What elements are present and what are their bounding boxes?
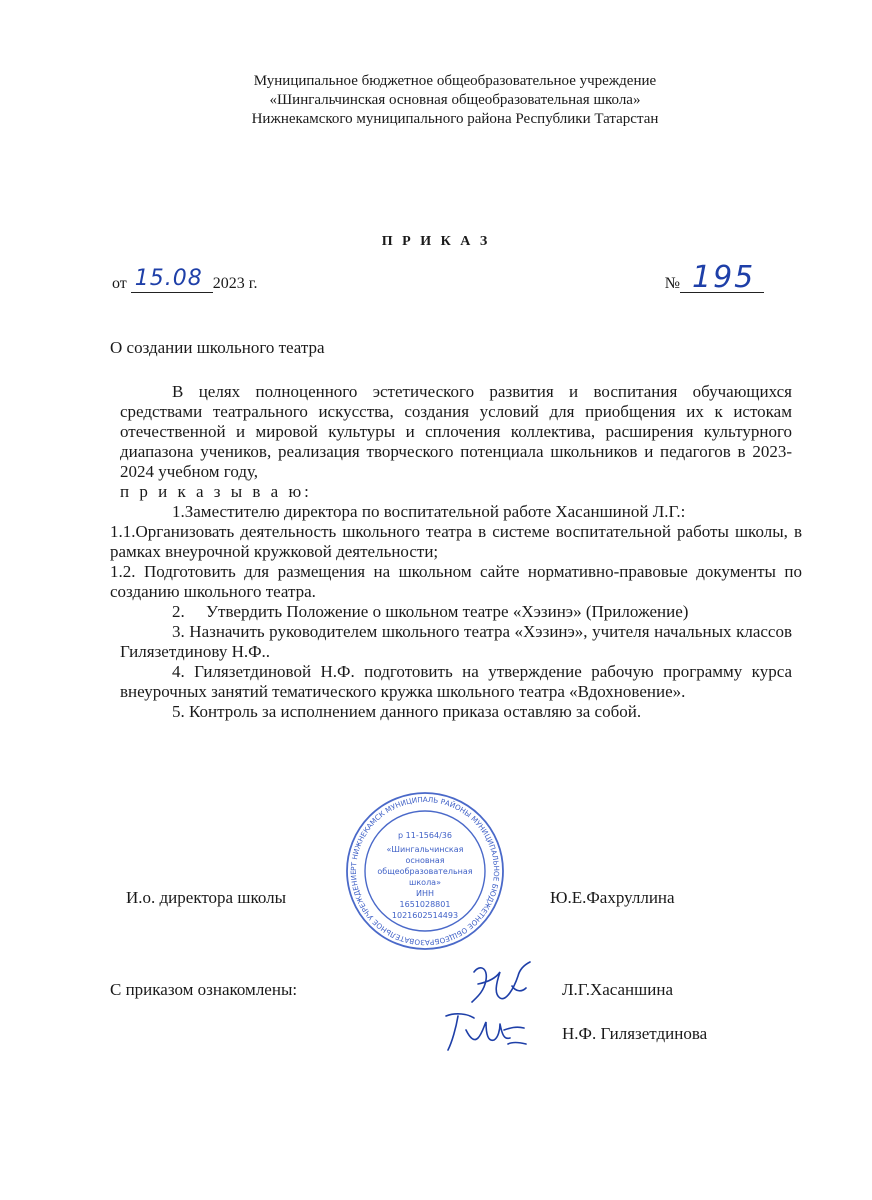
order-body (110, 382, 802, 722)
item-2: 2. Утвердить Положение о школьном театре «Хэзинэ» (Приложение) (172, 602, 689, 621)
header-line-2: «Шингальчинская основная общеобразовательная школа» (269, 92, 641, 108)
item-3: 3. Назначить руководителем школьного театра «Хэзинэ», учителя начальных классов Гилязетдинову Н.Ф.. (120, 622, 792, 661)
director-title: И.о. директора школы (126, 888, 287, 907)
svg-text:общеобразовательная: общеобразовательная (377, 867, 473, 876)
item-1-2: 1.2. Подготовить для размещения на школьном сайте нормативно-правовые документы по созданию школьного театра. (110, 562, 802, 601)
acquainted-label: С приказом ознакомлены: (110, 980, 298, 999)
svg-text:р 11-1564/36: р 11-1564/36 (398, 831, 452, 840)
decree-line: п р и к а з ы в а ю: (120, 482, 312, 501)
order-number (664, 260, 764, 295)
signature-gilyazetdinova (440, 1008, 530, 1056)
item-4: 4. Гилязетдиновой Н.Ф. подготовить на утверждение рабочую программу курса внеурочных занятий тематического кружка школьного театра «Вдохновение». (120, 662, 792, 701)
date-suffix: 2023 г. (212, 275, 258, 292)
svg-text:школа»: школа» (409, 878, 441, 887)
order-subject: О создании школьного театра (110, 338, 325, 357)
item-1-1: 1.1.Организовать деятельность школьного театра в системе воспитательной работы школы, в рамках внеурочной кружковой деятельности; (110, 522, 802, 561)
handwritten-number: 195 (692, 260, 756, 295)
order-date-number-row (112, 262, 772, 296)
number-prefix: № (664, 275, 680, 292)
signature-hasanshina (466, 958, 536, 1008)
order-date (112, 266, 258, 293)
svg-text:«Шингальчинская: «Шингальчинская (386, 845, 464, 854)
header-line-1: Муниципальное бюджетное общеобразовательное учреждение (253, 73, 657, 89)
number-field (680, 260, 764, 295)
person-1-name: Л.Г.Хасаншина (562, 980, 673, 999)
organization-header (110, 72, 800, 129)
item-5: 5. Контроль за исполнением данного приказа оставляю за собой. (172, 702, 642, 721)
header-line-3: Нижнекамского муниципального района Республики Татарстан (251, 111, 659, 127)
item-1: 1.Заместителю директора по воспитательной работе Хасаншиной Л.Г.: (172, 502, 686, 521)
svg-text:1651028801: 1651028801 (399, 900, 451, 909)
director-name: Ю.Е.Фахруллина (550, 888, 675, 907)
svg-text:1021602514493: 1021602514493 (391, 911, 459, 920)
school-seal-stamp (344, 790, 506, 952)
date-prefix: от (112, 275, 127, 292)
svg-text:ИНН: ИНН (415, 889, 435, 898)
person-2-name: Н.Ф. Гилязетдинова (562, 1024, 708, 1043)
svg-text:РТ НИЖНЕКАМСК МУНИЦИПАЛЬ РАЙОН: РТ НИЖНЕКАМСК МУНИЦИПАЛЬ РАЙОНЫ МУНИЦИПАЛЬНОЕ БЮДЖЕТНОЕ ОБЩЕОБРАЗОВАТЕЛЬНОЕ УЧРЕЖДЕНИЕ (348, 794, 502, 948)
handwritten-date: 15.08 (134, 266, 203, 291)
document-title: П Р И К А З (381, 234, 491, 249)
date-field (131, 266, 213, 293)
intro-paragraph: В целях полноценного эстетического развития и воспитания обучающихся средствами театрального искусства, создания условий для приобщения их к истокам отечественной и мировой культуры и сплочения коллектива, расширения культурного диапазона учеников, реализация творческого потенциала школьников и педагогов в 2023-2024 учебном году, (120, 382, 792, 481)
svg-text:основная: основная (405, 856, 445, 865)
